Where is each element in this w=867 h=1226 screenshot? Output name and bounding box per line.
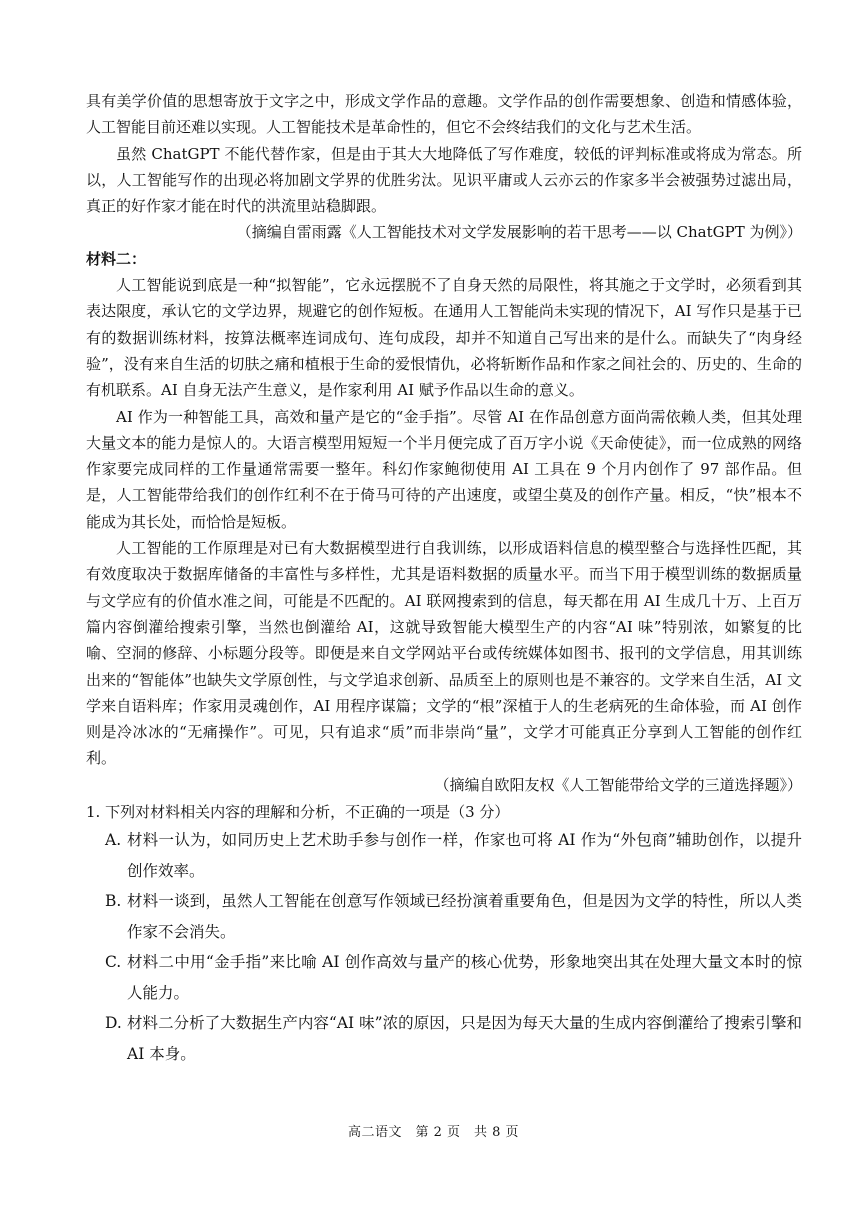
option-letter: D. bbox=[105, 1014, 122, 1033]
option-text: 材料一认为，如同历史上艺术助手参与创作一样，作家也可将 AI 作为“外包商”辅助创作，以提升创作效率。 bbox=[127, 831, 802, 880]
option-text: 材料二中用“金手指”来比喻 AI 创作高效与量产的核心优势，形象地突出其在处理大量文本时的惊人能力。 bbox=[127, 953, 802, 1002]
material1-paragraph-2: 虽然 ChatGPT 不能代替作家，但是由于其大大地降低了写作难度，较低的评判标准或将成为常态。所以，人工智能写作的出现必将加剧文学界的优胜劣汰。见识平庸或人云亦云的作家多半会被强势过滤出局，真正的好作家才能在时代的洪流里站稳脚跟。 bbox=[86, 144, 802, 216]
question-1-option-d bbox=[86, 1008, 802, 1069]
option-letter: C. bbox=[105, 953, 122, 972]
option-text: 材料二分析了大数据生产内容“AI 味”浓的原因，只是因为每天大量的生成内容倒灌给了搜索引擎和 AI 本身。 bbox=[127, 1014, 802, 1063]
exam-page-body bbox=[86, 88, 802, 1069]
option-letter: A. bbox=[105, 831, 122, 850]
material2-paragraph-2: AI 作为一种智能工具，高效和量产是它的“金手指”。尽管 AI 在作品创意方面尚需依赖人类，但其处理大量文本的能力是惊人的。大语言模型用短短一个半月便完成了百万字小说《天命使徒》，而一位成熟的网络作家要完成同样的工作量通常需要一整年。科幻作家鲍彻使用 AI 工具在 9 个月内创作了 97 部作品。但是，人工智能带给我们的创作红利不在于倚马可待的产出速度，或望尘莫及的创作产量。相反，“快”根本不能成为其长处，而恰恰是短板。 bbox=[86, 407, 802, 531]
material2-source: （摘编自欧阳友权《人工智能带给文学的三道选择题》） bbox=[434, 775, 802, 794]
material2-paragraph-3: 人工智能的工作原理是对已有大数据模型进行自我训练，以形成语料信息的模型整合与选择性匹配，其有效度取决于数据库储备的丰富性与多样性，尤其是语料数据的质量水平。而当下用于模型训练的数据质量与文学应有的价值水准之间，可能是不匹配的。AI 联网搜索到的信息，每天都在用 AI 生成几十万、上百万篇内容倒灌给搜索引擎，当然也倒灌给 AI，这就导致智能大模型生产的内容“AI 味”特别浓，如繁复的比喻、空洞的修辞、小标题分段等。即便是来自文学网站平台或传统媒体如图书、报刊的文学信息，用其训练出来的“智能体”也缺失文学原创性，与文学追求创新、品质至上的原则也是不兼容的。文学来自生活，AI 文学来自语料库；作家用灵魂创作，AI 用程序谋篇；文学的“根”深植于人的生老病死的生命体验，而 AI 创作则是冷冰冰的“无痛操作”。可见，只有追求“质”而非崇尚“量”，文学才可能真正分享到人工智能的创作红利。 bbox=[86, 539, 802, 768]
question-1-option-b bbox=[86, 886, 802, 947]
option-letter: B. bbox=[105, 892, 122, 911]
material1-continuation: 具有美学价值的思想寄放于文字之中，形成文学作品的意趣。文学作品的创作需要想象、创造和情感体验，人工智能目前还难以实现。人工智能技术是革命性的，但它不会终结我们的文化与艺术生活。 bbox=[86, 92, 802, 137]
page-footer: 高二语文 第 2 页 共 8 页 bbox=[347, 1125, 520, 1140]
question-1-option-a bbox=[86, 825, 802, 886]
question-1-option-c bbox=[86, 947, 802, 1008]
material2-heading: 材料二： bbox=[86, 249, 147, 268]
option-text: 材料一谈到，虽然人工智能在创意写作领域已经扮演着重要角色，但是因为文学的特性，所以人类作家不会消失。 bbox=[127, 892, 802, 941]
question-1-stem: 1. 下列对材料相关内容的理解和分析，不正确的一项是（3 分） bbox=[86, 803, 510, 822]
material1-source: （摘编自雷雨露《人工智能技术对文学发展影响的若干思考——以 ChatGPT 为例》） bbox=[236, 223, 802, 242]
material2-paragraph-1: 人工智能说到底是一种“拟智能”，它永远摆脱不了自身天然的局限性，将其施之于文学时，必须看到其表达限度，承认它的文学边界，规避它的创作短板。在通用人工智能尚未实现的情况下，AI 写作只是基于已有的数据训练材料，按算法概率连词成句、连句成段，却并不知道自己写出来的是什么。而缺失了“肉身经验”，没有来自生活的切肤之痛和植根于生命的爱恨情仇，必将斩断作品和作家之间社会的、历史的、生命的有机联系。AI 自身无法产生意义，是作家利用 AI 赋予作品以生命的意义。 bbox=[86, 276, 802, 400]
